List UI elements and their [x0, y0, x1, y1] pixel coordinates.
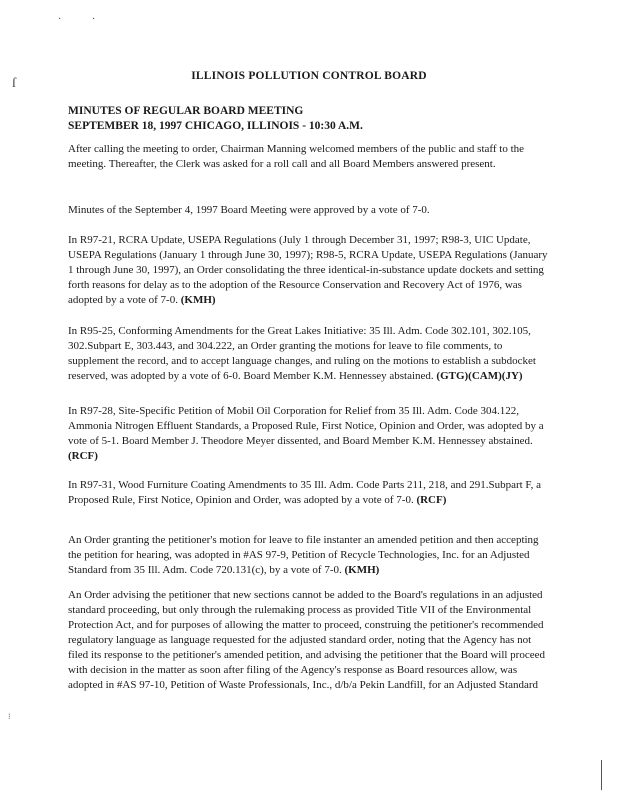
paragraph-r95-25	[68, 324, 551, 384]
paragraph-tag: (RCF)	[416, 494, 447, 506]
scan-artifact-mark: ⁝	[8, 712, 11, 721]
minutes-heading-line2: SEPTEMBER 18, 1997 CHICAGO, ILLINOIS - 10:30 A.M.	[68, 120, 363, 132]
paragraph-r97-21	[68, 233, 551, 308]
minutes-heading	[68, 104, 568, 134]
paragraph-r97-28	[68, 404, 551, 464]
paragraph-tag: (RCF)	[68, 450, 98, 462]
scan-artifact-mark: ſ	[12, 76, 16, 91]
paragraph-as-97-10	[68, 588, 551, 693]
paragraph-text: An Order advising the petitioner that new sections cannot be added to the Board's regulations in an adjusted standard proceeding, but only through the rulemaking process as provided Title VII of the Environmental Protection Act, and for purposes of allowing the matter to proceed, construing the petitioner's recommended regulatory language as language requested for the adjusted standard order, noting that the Agency has not filed its response to the petitioner's amended petition, and advising the petitioner that the Board will proceed with decision in the matter as soon after filing of the Agency's response as Board resources allow, was adopted in #AS 97-10, Petition of Waste Professionals, Inc., d/b/a Pekin Landfill, for an Adjusted Standard	[68, 589, 545, 691]
scan-artifact-mark: ·	[58, 14, 62, 25]
paragraph-tag: (GTG)(CAM)(JY)	[436, 370, 523, 382]
paragraph-text: An Order granting the petitioner's motion for leave to file instanter an amended petition and then accepting the petition for hearing, was adopted in #AS 97-9, Petition of Recycle Technologies, Inc. for an Adjusted Standard from 35 Ill. Adm. Code 720.131(c), by a vote of 7-0.	[68, 534, 539, 576]
paragraph-r97-31	[68, 478, 551, 508]
paragraph-text: In R97-21, RCRA Update, USEPA Regulations (July 1 through December 31, 1997; R98-3, UIC Update, USEPA Regulations (January 1 through June 30, 1997); R98-5, RCRA Update, USEPA Regulations (January 1 through June 30, 1997), an Order consolidating the three identical-in-substance update dockets and setting forth reasons for delay as to the adoption of the Resource Conservation and Recovery Act of 1976, was adopted by a vote of 7-0.	[68, 234, 548, 306]
paragraph-minutes-approval	[68, 203, 551, 218]
scan-artifact-mark: ·	[92, 14, 96, 25]
paragraph-text: In R95-25, Conforming Amendments for the Great Lakes Initiative: 35 Ill. Adm. Code 302.101, 302.105, 302.Subpart E, 303.443, and 304.222, an Order granting the motions for leave to file comments, to supplement the record, and to accept language changes, and ruling on the motions to establish a subdocket reserved, was adopted by a vote of 6-0. Board Member K.M. Hennessey abstained.	[68, 325, 536, 382]
paragraph-as-97-9	[68, 533, 551, 578]
minutes-heading-line1: MINUTES OF REGULAR BOARD MEETING	[68, 105, 304, 117]
org-title: ILLINOIS POLLUTION CONTROL BOARD	[191, 70, 427, 82]
paragraph-text: In R97-28, Site-Specific Petition of Mobil Oil Corporation for Relief from 35 Ill. Adm. Code 304.122, Ammonia Nitrogen Effluent Standards, a Proposed Rule, First Notice, Opinion and Order, was adopted by a vote of 5-1. Board Member J. Theodore Meyer dissented, and Board Member K.M. Hennessey abstained.	[68, 405, 544, 447]
paragraph-text: Minutes of the September 4, 1997 Board Meeting were approved by a vote of 7-0.	[68, 204, 430, 216]
paragraph-roll-call	[68, 142, 551, 172]
scan-artifact-line	[601, 760, 602, 790]
paragraph-text: After calling the meeting to order, Chairman Manning welcomed members of the public and staff to the meeting. Thereafter, the Clerk was asked for a roll call and all Board Members answered present.	[68, 143, 525, 170]
paragraph-tag: (KMH)	[180, 294, 216, 306]
paragraph-tag: (KMH)	[344, 564, 380, 576]
paragraph-text: In R97-31, Wood Furniture Coating Amendments to 35 Ill. Adm. Code Parts 211, 218, and 291.Subpart F, a Proposed Rule, First Notice, Opinion and Order, was adopted by a vote of 7-0.	[68, 479, 542, 506]
